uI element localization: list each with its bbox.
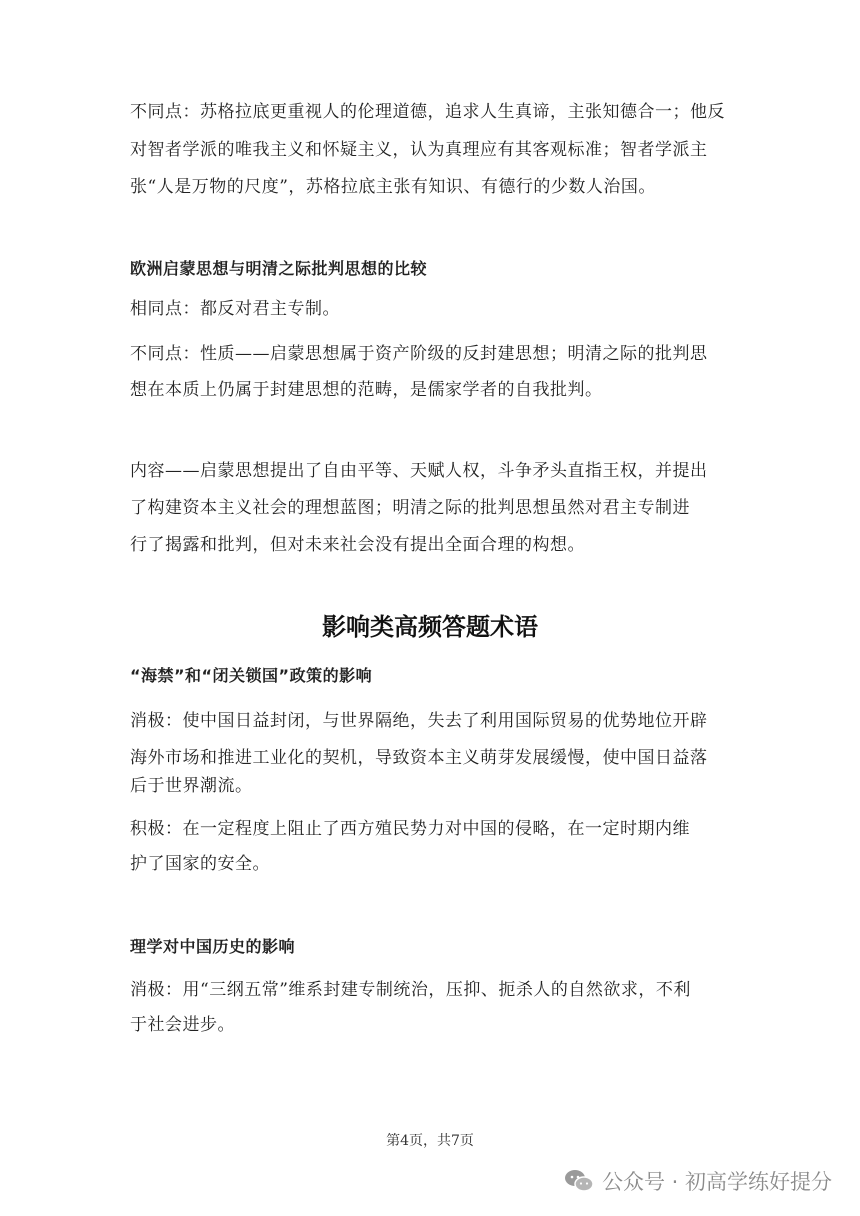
- paragraph-line: 后于世界潮流。: [130, 776, 253, 796]
- subheading: 理学对中国历史的影响: [130, 937, 296, 956]
- paragraph-line: 张“人是万物的尺度”，苏格拉底主张有知识、有德行的少数人治国。: [130, 177, 656, 197]
- paragraph-line: 相同点：都反对君主专制。: [130, 299, 340, 319]
- paragraph-line: 行了揭露和批判，但对未来社会没有提出全面合理的构想。: [130, 535, 585, 555]
- paragraph-line: 护了国家的安全。: [130, 854, 270, 874]
- paragraph-line: 不同点：性质——启蒙思想属于资产阶级的反封建思想；明清之际的批判思: [130, 344, 708, 364]
- subheading: 欧洲启蒙思想与明清之际批判思想的比较: [130, 259, 428, 278]
- paragraph-line: 于社会进步。: [130, 1015, 235, 1035]
- paragraph-line: 消极：用“三纲五常”维系封建专制统治，压抑、扼杀人的自然欲求，不利: [130, 980, 691, 1000]
- paragraph-line: 消极：使中国日益封闭，与世界隔绝，失去了利用国际贸易的优势地位开辟: [130, 711, 708, 731]
- watermark-text: 公众号 · 初高学练好提分: [601, 1170, 832, 1194]
- paragraph-line: 内容——启蒙思想提出了自由平等、天赋人权，斗争矛头直指王权，并提出: [130, 461, 708, 481]
- paragraph-line: 了构建资本主义社会的理想蓝图；明清之际的批判思想虽然对君主专制进: [130, 498, 690, 518]
- watermark: [564, 1166, 832, 1196]
- paragraph-line: 想在本质上仍属于封建思想的范畴，是儒家学者的自我批判。: [130, 380, 603, 400]
- paragraph-line: 不同点：苏格拉底更重视人的伦理道德，追求人生真谛，主张知德合一；他反: [130, 102, 725, 122]
- section-title: 影响类高频答题术语: [322, 613, 538, 641]
- paragraph-line: 积极：在一定程度上阻止了西方殖民势力对中国的侵略，在一定时期内维: [130, 819, 690, 839]
- wechat-icon: [564, 1168, 594, 1194]
- paragraph-line: 海外市场和推进工业化的契机，导致资本主义萌芽发展缓慢，使中国日益落: [130, 748, 708, 768]
- page-number: 第4页，共7页: [386, 1133, 474, 1149]
- paragraph-line: 对智者学派的唯我主义和怀疑主义，认为真理应有其客观标准；智者学派主: [130, 140, 708, 160]
- subheading: “海禁”和“闭关锁国”政策的影响: [130, 666, 373, 685]
